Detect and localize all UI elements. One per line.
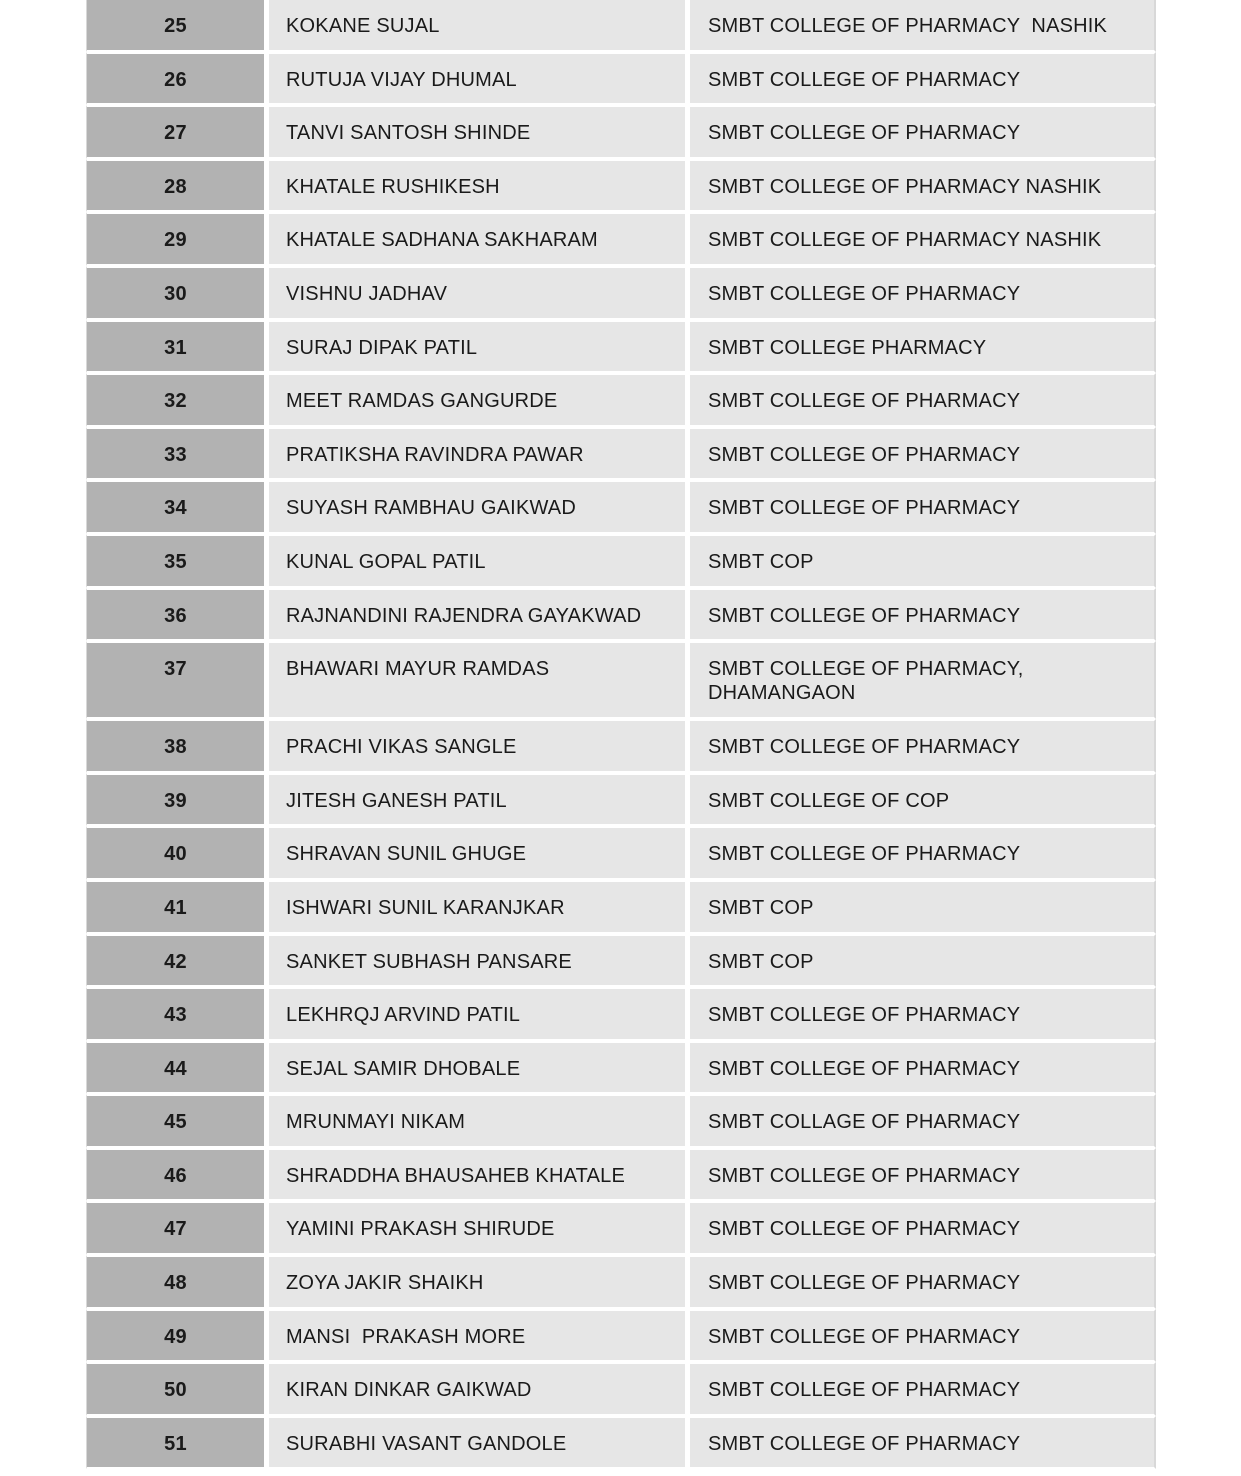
serial-number-cell: 35 — [86, 534, 266, 588]
serial-number-cell: 28 — [86, 159, 266, 213]
college-cell — [687, 320, 1156, 374]
serial-number-cell: 36 — [86, 588, 266, 642]
college-text: SMBT COLLEGE OF PHARMACY — [708, 1379, 1021, 1402]
table-row — [86, 934, 1156, 988]
serial-number-cell: 51 — [86, 1416, 266, 1470]
name-cell: KOKANE SUJAL — [266, 0, 687, 52]
table-row — [86, 266, 1156, 320]
college-text: SMBT COLLEGE OF PHARMACY — [708, 497, 1021, 520]
name-cell: MRUNMAYI NIKAM — [266, 1094, 687, 1148]
name-cell: PRATIKSHA RAVINDRA PAWAR — [266, 427, 687, 481]
college-cell — [687, 480, 1156, 534]
college-cell — [687, 773, 1156, 827]
table-row — [86, 534, 1156, 588]
serial-number-cell: 26 — [86, 52, 266, 106]
table-row — [86, 826, 1156, 880]
serial-number-cell: 27 — [86, 105, 266, 159]
table-row — [86, 427, 1156, 481]
table-row — [86, 159, 1156, 213]
name-cell: SANKET SUBHASH PANSARE — [266, 934, 687, 988]
serial-number-cell: 30 — [86, 266, 266, 320]
college-cell — [687, 934, 1156, 988]
serial-number-cell: 37 — [86, 641, 266, 719]
college-text-line2: DHAMANGAON — [708, 682, 856, 705]
college-text: SMBT COLLEGE OF PHARMACY — [708, 843, 1021, 866]
table-row — [86, 105, 1156, 159]
college-cell — [687, 1255, 1156, 1309]
college-text: SMBT COLLEGE OF PHARMACY — [708, 1004, 1021, 1027]
college-cell — [687, 588, 1156, 642]
college-cell — [687, 1416, 1156, 1470]
college-cell — [687, 0, 1156, 52]
name-cell: KIRAN DINKAR GAIKWAD — [266, 1362, 687, 1416]
college-cell — [687, 880, 1156, 934]
table-row — [86, 1041, 1156, 1095]
name-cell: YAMINI PRAKASH SHIRUDE — [266, 1201, 687, 1255]
college-text: SMBT COLLEGE OF PHARMACY — [708, 1218, 1021, 1241]
college-cell — [687, 534, 1156, 588]
college-text: SMBT COLLEGE OF PHARMACY NASHIK — [708, 175, 1102, 198]
college-cell — [687, 987, 1156, 1041]
college-text: SMBT COLLEGE OF PHARMACY NASHIK — [708, 229, 1102, 252]
college-text: SMBT COLLEGE OF PHARMACY — [708, 68, 1021, 91]
college-text: SMBT COLLAGE OF PHARMACY — [708, 1111, 1021, 1134]
table-row — [86, 773, 1156, 827]
table-row — [86, 480, 1156, 534]
name-cell: KHATALE SADHANA SAKHARAM — [266, 212, 687, 266]
serial-number-cell: 25 — [86, 0, 266, 52]
college-cell — [687, 1362, 1156, 1416]
college-text: SMBT COLLEGE OF PHARMACY — [708, 1325, 1021, 1348]
college-text: SMBT COLLEGE PHARMACY — [708, 336, 987, 359]
college-text: SMBT COLLEGE OF PHARMACY — [708, 1057, 1021, 1080]
name-cell: MEET RAMDAS GANGURDE — [266, 373, 687, 427]
table-row — [86, 1309, 1156, 1363]
serial-number-cell: 43 — [86, 987, 266, 1041]
serial-number-cell: 31 — [86, 320, 266, 374]
college-text: SMBT COLLEGE OF PHARMACY — [708, 1164, 1021, 1187]
college-cell — [687, 719, 1156, 773]
serial-number-cell: 46 — [86, 1148, 266, 1202]
serial-number-cell: 33 — [86, 427, 266, 481]
college-text: SMBT COLLEGE OF PHARMACY — [708, 604, 1021, 627]
table-row — [86, 641, 1156, 719]
college-cell — [687, 1041, 1156, 1095]
serial-number-cell: 49 — [86, 1309, 266, 1363]
college-cell — [687, 427, 1156, 481]
serial-number-cell: 38 — [86, 719, 266, 773]
college-cell — [687, 1309, 1156, 1363]
name-cell: SURAJ DIPAK PATIL — [266, 320, 687, 374]
name-cell: RAJNANDINI RAJENDRA GAYAKWAD — [266, 588, 687, 642]
college-cell — [687, 1148, 1156, 1202]
table-row — [86, 52, 1156, 106]
name-cell: KHATALE RUSHIKESH — [266, 159, 687, 213]
name-cell: BHAWARI MAYUR RAMDAS — [266, 641, 687, 719]
college-cell — [687, 212, 1156, 266]
name-cell: JITESH GANESH PATIL — [266, 773, 687, 827]
college-text: SMBT COLLEGE OF PHARMACY — [708, 282, 1021, 305]
college-text: SMBT COLLEGE OF PHARMACY — [708, 443, 1021, 466]
college-text: SMBT COLLEGE OF PHARMACY — [708, 1272, 1021, 1295]
college-cell — [687, 266, 1156, 320]
college-text: SMBT COP — [708, 950, 814, 973]
college-text: SMBT COLLEGE OF PHARMACY — [708, 736, 1021, 759]
name-cell: PRACHI VIKAS SANGLE — [266, 719, 687, 773]
serial-number-cell: 48 — [86, 1255, 266, 1309]
college-cell — [687, 1094, 1156, 1148]
name-cell: TANVI SANTOSH SHINDE — [266, 105, 687, 159]
table-row — [86, 0, 1156, 52]
name-cell: KUNAL GOPAL PATIL — [266, 534, 687, 588]
serial-number-cell: 44 — [86, 1041, 266, 1095]
name-cell: SHRADDHA BHAUSAHEB KHATALE — [266, 1148, 687, 1202]
college-cell — [687, 373, 1156, 427]
college-text: SMBT COP — [708, 896, 814, 919]
college-cell — [687, 1201, 1156, 1255]
serial-number-cell: 32 — [86, 373, 266, 427]
serial-number-cell: 45 — [86, 1094, 266, 1148]
name-cell: SUYASH RAMBHAU GAIKWAD — [266, 480, 687, 534]
table-row — [86, 1362, 1156, 1416]
table-row — [86, 987, 1156, 1041]
name-cell: LEKHRQJ ARVIND PATIL — [266, 987, 687, 1041]
college-cell — [687, 159, 1156, 213]
college-text: SMBT COLLEGE OF PHARMACY, — [708, 658, 1024, 681]
college-text: SMBT COLLEGE OF PHARMACY — [708, 390, 1021, 413]
college-text: SMBT COLLEGE OF COP — [708, 789, 950, 812]
college-text: SMBT COLLEGE OF PHARMACY — [708, 1432, 1021, 1455]
name-cell: SURABHI VASANT GANDOLE — [266, 1416, 687, 1470]
table-row — [86, 212, 1156, 266]
table-row — [86, 880, 1156, 934]
table-row — [86, 1201, 1156, 1255]
serial-number-cell: 39 — [86, 773, 266, 827]
college-cell — [687, 641, 1156, 719]
name-cell: ISHWARI SUNIL KARANJKAR — [266, 880, 687, 934]
serial-number-cell: 42 — [86, 934, 266, 988]
table-row — [86, 320, 1156, 374]
table-row — [86, 1094, 1156, 1148]
college-text: SMBT COLLEGE OF PHARMACY — [708, 122, 1021, 145]
table-row — [86, 1416, 1156, 1470]
college-text: SMBT COLLEGE OF PHARMACY NASHIK — [708, 15, 1108, 37]
college-cell — [687, 826, 1156, 880]
name-cell: MANSI PRAKASH MORE — [266, 1309, 687, 1363]
name-cell: VISHNU JADHAV — [266, 266, 687, 320]
college-text: SMBT COP — [708, 550, 814, 573]
serial-number-cell: 41 — [86, 880, 266, 934]
college-cell — [687, 105, 1156, 159]
serial-number-cell: 29 — [86, 212, 266, 266]
table-row — [86, 719, 1156, 773]
table-row — [86, 1148, 1156, 1202]
table-row — [86, 588, 1156, 642]
serial-number-cell: 50 — [86, 1362, 266, 1416]
table-row — [86, 373, 1156, 427]
serial-number-cell: 47 — [86, 1201, 266, 1255]
name-cell: RUTUJA VIJAY DHUMAL — [266, 52, 687, 106]
name-cell: ZOYA JAKIR SHAIKH — [266, 1255, 687, 1309]
table-row — [86, 1255, 1156, 1309]
college-cell — [687, 52, 1156, 106]
name-cell: SEJAL SAMIR DHOBALE — [266, 1041, 687, 1095]
name-cell: SHRAVAN SUNIL GHUGE — [266, 826, 687, 880]
participant-table — [86, 0, 1156, 1469]
serial-number-cell: 40 — [86, 826, 266, 880]
serial-number-cell: 34 — [86, 480, 266, 534]
